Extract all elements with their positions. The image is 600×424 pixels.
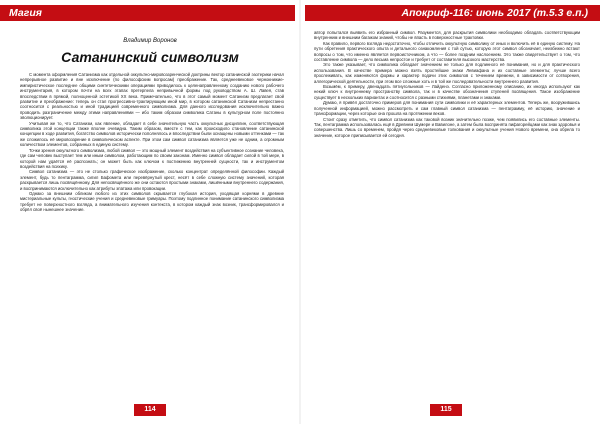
left-body-text [20, 72, 284, 402]
paragraph: Это также указывает, что символика обладает значением не только для подлинного её понимания, но и для практического использования. В качестве примера можно взять простейшие знаки Левиафана и их составные элементы; лучше всего прослеживать, как изменяются формы и характер подачи этих символов с течением времени, в зависимости от сотворения, аллегорической деятельности, при этом все сложные хоть и в той же последовательности внутреннего развития. [314, 62, 580, 84]
section-title: Магия [9, 7, 42, 19]
paragraph: Стоит сразу отметить, что символ сатанизма как таковой возник значительно позже, чем появились его составные элементы. Так, пентаграмма использовалась ещё в Древнем Шумере и Вавилоне, а затем была воспринята пифагорейцами как знак здоровья и совершенства. Лишь со временем, пройдя через средневековые толкования и оккультные учения Нового времени, она обрела то значение, которое приписывается ей сегодня. [314, 116, 580, 138]
right-page [300, 0, 600, 424]
paragraph: Возьмём, к примеру, двенадцать пятиугольников — Лайденэ. Согласно приложенному описанию, их иногда используют как некий ключ к внутреннему пространству символа, так и в качестве обозначения ступеней посвящения. Такое изображение существует в нескольких вариантах и соотносится с разными стихиями, планетами и знаками. [314, 84, 580, 100]
page-number-left: 114 [134, 404, 166, 416]
issue-title: Апокриф-116: июнь 2017 (т.5.3 е.п.) [401, 7, 588, 19]
paragraph: С момента оформления Сатанизма как отдельной оккультно-мировоззренческой доктрины вектор сатанинской эзотерики начал непрерывное развитие и вне исключение (по философским вопросам) преображение. Так, среднеевековое чернокнижие-импиристическое последнее общими синтетическими операциями приводилось к целенаправленному созданию нового рабочего инструментария, в котором почти на всех этапах претерпела непривычной формы под руководством А. Ш. Лавея, став впоследствии в прямой, полноценной эстетикой XX века. Примечательно, что в этот самый момент Сатанизм предлагает свой развитие и преображение: теперь он стал прогрессивно-трактирующим иной мир, в котором сатанинской Сатанизм непрестанно соотносится с реальностью и иной традицией современного символизма. Для данного исследования исключительно важно проводить разграничение между этими направлениями — ибо таким образом символика Сатаны в культурном поле постоянно эволюционирует. [20, 72, 284, 121]
page-number-right: 115 [430, 404, 462, 416]
paragraph: Однако за внешним обликом любого из этих символов скрывается глубокая история, уходящая корнями в древние мистериальные культы, гностические учения и средневековые гримуары. Поэтому подлинное понимание сатанинского символизма требует не поверхностного взгляда, а внимательного изучения контекста, в котором каждый знак возник, трансформировался и обрёл своё нынешнее значение. [20, 190, 284, 213]
paragraph: автор попытался выявить его избранный символ. Разумеется, для раскрытия символики необходимо обладать соответствующим внутренним и внешним багажом знаний, чтобы не впасть в поверхностные трактовки. [314, 30, 580, 41]
paragraph: Символ сатанизма — это не столько графическое изображение, сколько концентрат определённой философии. Каждый элемент, будь то пентаграмма, сигил Бафомета или перевёрнутый крест, несёт в себе сложную систему значений, которая раскрывается лишь посвящённому. Для непосвящённого же они остаются простыми знаками, лишёнными внутреннего содержания, и воспринимаются исключительно как атрибуты эпатажа или провокации. [20, 169, 284, 191]
paragraph: Точки зрения оккультного символизма, любой символ — это мощный элемент воздействия на субъективное сознание человека, где сам человек выступает тем или иным символом, работающим по своим законам. Именно символ обладает силой в той мере, в которой нам удаётся её распознать; он может быть как ключом к постижению внутренней сущности, так и инструментом воздействия на психику. [20, 147, 284, 169]
paragraph: Учитывая же то, что Сатанизм, как явление, обладает в себе значительную часть оккультных дисциплин, соответствующая символика этой концепции также вполне очевидна. Таким образом, вместе с тем, как происходило становление сатанинской концепции в ходе развития, богатство символов исторически пополнялось и впоследствии были оснащены новыми оттенками — так же сложилось её мировоззрение в символическом аспекте. При этом сам символ сатанизма является уже не одним, а огромным количеством элементов, собранных в единую систему. [20, 120, 284, 148]
right-body-text [314, 30, 580, 398]
article-title: Сатанинский символизм [61, 49, 239, 65]
article-author: Владимир Воронов [123, 38, 177, 44]
paragraph: Как правило, первого взгляда недостаточно, чтобы отличить оккультную символику от иных и включить её в единую систему. На пути обретения практического опыта и детального ознакомления с той сутью, которую этот символ обозначает, неизбежно встают вопросы о том, что именно является первоисточником, а что — более поздним наслоением. Это также свидетельствует о том, что составление символа — дело весьма непростое и требует от составителя высокого мастерства. [314, 40, 580, 63]
paragraph: Думаю, я привёл достаточно примеров для понимания сути символики и её характерных элементов. Теперь же, вооружившись полученной информацией, можно рассмотреть и сам главный символ сатанизма — пентаграмму, её историю, значение и трансформации, через которые она прошла на протяжении веков. [314, 100, 580, 117]
